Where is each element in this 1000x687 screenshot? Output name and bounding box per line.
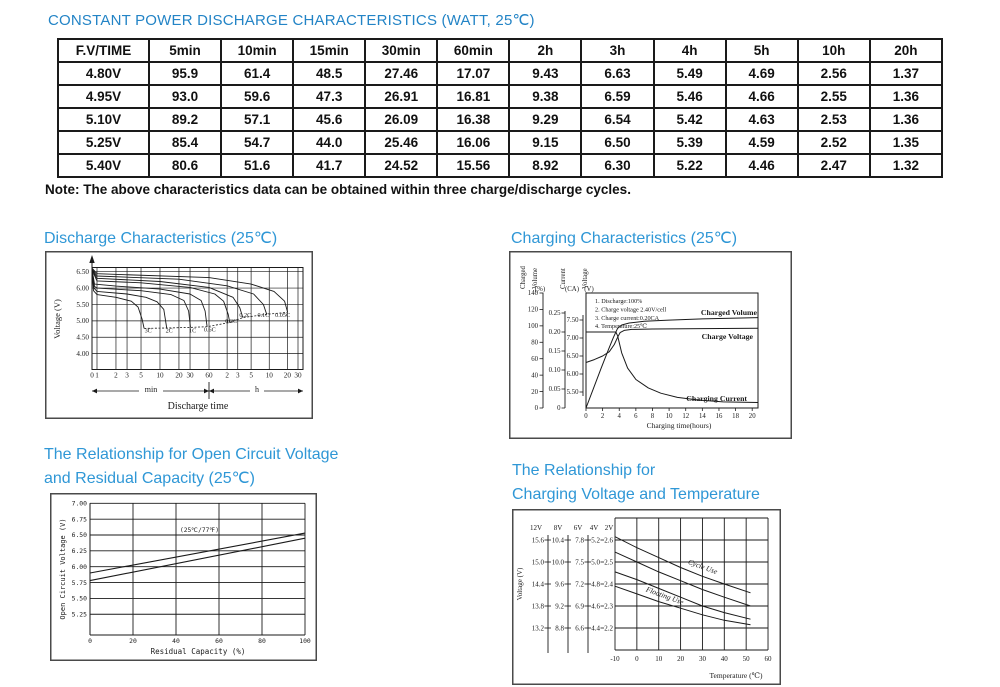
- table-cell: 16.81: [437, 85, 509, 108]
- curve-label: 2C: [165, 327, 173, 335]
- axis-name: Charged: [520, 266, 527, 289]
- y-axis-tick-label: 0.20: [548, 329, 561, 337]
- curve-label: 0.2C: [239, 311, 252, 319]
- y-axis-tick-label: 0.15: [548, 348, 561, 356]
- curve-label: Charge Voltage: [701, 332, 753, 341]
- table-cell: 9.43: [509, 62, 581, 85]
- scale-tick-label: 13.2: [531, 624, 544, 633]
- charging-chart-canvas: [509, 251, 792, 439]
- table-cell: 93.0: [149, 85, 221, 108]
- scale-header: 12V: [529, 524, 543, 532]
- x-axis-tick-label: 20: [677, 655, 685, 663]
- x-axis-tick-label: 3: [125, 371, 129, 380]
- curve-label: Charging Current: [686, 394, 747, 403]
- table-cell: 6.59: [581, 85, 653, 108]
- row-voltage-label: 5.10V: [58, 108, 149, 131]
- scale-tick-label: 14.4: [531, 580, 544, 589]
- scale-tick-label: 10.4: [551, 536, 564, 545]
- table-cell: 4.46: [726, 154, 798, 177]
- chart-annotation: 2. Charge voltage 2.40V/cell: [595, 306, 667, 314]
- discharge-chart: [45, 251, 313, 424]
- x-axis-tick-label: 60: [205, 371, 213, 380]
- curve-label: Charged Volume: [700, 308, 757, 317]
- axis-name: Voltage: [582, 268, 589, 289]
- table-cell: 1.35: [870, 131, 942, 154]
- y-axis-tick-label: 0.10: [548, 367, 561, 375]
- scale-tick-label: 6.9: [575, 602, 584, 611]
- table-cell: 48.5: [293, 62, 365, 85]
- x-axis-tick-label: 5: [139, 371, 143, 380]
- x-axis-tick-label: 10: [156, 371, 164, 380]
- y-axis-tick-label: 6.00: [71, 562, 87, 571]
- x-axis-tick-label: 18: [732, 413, 739, 420]
- chart-annotation: 3. Charge current:0.20CA: [595, 314, 660, 322]
- table-row: [58, 154, 942, 177]
- x-axis-tick-label: 8: [650, 413, 655, 420]
- x-axis-tick-label: 80: [258, 637, 266, 645]
- table-cell: 45.6: [293, 108, 365, 131]
- y-axis-tick-label: 5.25: [71, 610, 87, 619]
- y-axis-title: Voltage (V): [52, 299, 62, 339]
- scale-header: 6V: [573, 524, 583, 532]
- table-cell: 44.0: [293, 131, 365, 154]
- y-axis-tick-label: 6.50: [76, 268, 89, 276]
- table-cell: 2.55: [798, 85, 870, 108]
- table-col-header: 10h: [798, 39, 870, 62]
- scale-tick-label: 15.0: [531, 558, 544, 567]
- table-cell: 1.36: [870, 108, 942, 131]
- scale-tick-label: 2.2: [604, 624, 613, 633]
- table-cell: 5.49: [654, 62, 726, 85]
- x-axis-tick-label: 60: [215, 637, 223, 645]
- x-axis-tick-label: 10: [655, 655, 663, 663]
- table-cell: 85.4: [149, 131, 221, 154]
- x-axis-tick-label: 20: [175, 371, 183, 380]
- y-axis-tick-label: 5.50: [76, 300, 89, 309]
- curve-label: 1C: [189, 327, 197, 335]
- table-col-header: 10min: [221, 39, 293, 62]
- table-row: [58, 85, 942, 108]
- table-col-header: 20h: [870, 39, 942, 62]
- scale-header: 8V: [553, 524, 563, 532]
- table-cell: 5.46: [654, 85, 726, 108]
- table-corner-header: F.V/TIME: [58, 39, 149, 62]
- table-cell: 47.3: [293, 85, 365, 108]
- table-cell: 89.2: [149, 108, 221, 131]
- table-cell: 24.52: [365, 154, 437, 177]
- table-col-header: 15min: [293, 39, 365, 62]
- table-col-header: 5h: [726, 39, 798, 62]
- table-cell: 95.9: [149, 62, 221, 85]
- x-axis-title: Discharge time: [167, 401, 229, 412]
- table-cell: 1.36: [870, 85, 942, 108]
- table-cell: 1.32: [870, 154, 942, 177]
- table-cell: 51.6: [221, 154, 293, 177]
- scale-tick-label: 8.8: [555, 624, 564, 633]
- table-body: [58, 62, 942, 177]
- x-axis-tick-label: 2: [114, 371, 118, 380]
- x-axis-title: Charging time(hours): [646, 421, 712, 430]
- table-cell: 59.6: [221, 85, 293, 108]
- x-axis-tick-label: 2: [225, 371, 229, 380]
- axis-name: Volume: [532, 267, 539, 289]
- y-axis-tick-label: 5.75: [71, 578, 87, 587]
- table-cell: 2.47: [798, 154, 870, 177]
- table-cell: 25.46: [365, 131, 437, 154]
- x-axis-tick-label: 30: [186, 371, 194, 380]
- table-cell: 6.54: [581, 108, 653, 131]
- table-cell: 61.4: [221, 62, 293, 85]
- ocv-chart: [50, 493, 317, 666]
- y-axis-tick-label: 6.50: [566, 353, 579, 361]
- x-axis-tick-label: 4: [617, 413, 621, 420]
- x-axis-tick-label: 60: [764, 655, 772, 663]
- x-axis-tick-label: 0: [90, 371, 94, 380]
- ocv-title-line2: and Residual Capacity (25℃): [44, 470, 255, 487]
- x-axis-tick-label: 50: [742, 655, 750, 663]
- scale-tick-label: 7.2: [575, 580, 584, 589]
- table-cell: 4.69: [726, 62, 798, 85]
- table-note: Note: The above characteristics data can be obtained within three charge/discharge cycles.: [45, 182, 631, 197]
- y-axis-tick-label: 5.00: [76, 317, 89, 326]
- x-axis-tick-label: 30: [294, 371, 302, 380]
- scale-tick-label: 9.2: [555, 602, 564, 611]
- y-axis-tick-label: 7.00: [566, 335, 579, 343]
- x-axis-tick-label: 6: [634, 413, 638, 420]
- y-axis-tick-label: 0.25: [548, 310, 561, 318]
- table-col-header: 3h: [581, 39, 653, 62]
- y-axis-title: Open Circuit Voltage (V): [59, 518, 67, 620]
- x-axis-title: Temperature (℃): [709, 671, 763, 680]
- x-axis-tick-label: 0: [584, 413, 588, 420]
- y-axis-tick-label: 60: [531, 355, 538, 363]
- ocv-title-line1: The Relationship for Open Circuit Voltage: [44, 446, 339, 463]
- y-axis-tick-label: 80: [531, 339, 538, 347]
- constant-power-table: [57, 38, 943, 178]
- table-cell: 1.37: [870, 62, 942, 85]
- table-cell: 6.30: [581, 154, 653, 177]
- x-unit-label: min: [144, 385, 158, 394]
- table-cell: 5.22: [654, 154, 726, 177]
- page-title: CONSTANT POWER DISCHARGE CHARACTERISTICS (WATT, 25℃): [48, 12, 535, 29]
- charge-temp-chart-canvas: [512, 509, 781, 685]
- table-cell: 41.7: [293, 154, 365, 177]
- ocv-section-title: [44, 443, 338, 491]
- ocv-chart-canvas: [50, 493, 317, 661]
- x-axis-tick-label: 30: [698, 655, 706, 663]
- table-cell: 9.15: [509, 131, 581, 154]
- scale-tick-label: 10.0: [551, 558, 564, 567]
- y-axis-tick-label: 6.00: [76, 284, 89, 293]
- charge-temp-title-line1: The Relationship for: [512, 462, 656, 479]
- charging-section-title: Charging Characteristics (25℃): [511, 230, 738, 247]
- table-row: [58, 108, 942, 131]
- y-axis-tick-label: 20: [531, 388, 538, 396]
- table-header-row: [58, 39, 942, 62]
- x-axis-tick-label: 40: [172, 637, 180, 645]
- y-axis-tick-label: 5.50: [71, 594, 87, 603]
- table-cell: 2.52: [798, 131, 870, 154]
- scale-tick-label: 9.6: [555, 580, 564, 589]
- table-cell: 16.06: [437, 131, 509, 154]
- charging-chart: [509, 251, 792, 444]
- x-axis-tick-label: 16: [715, 413, 723, 420]
- row-voltage-label: 4.80V: [58, 62, 149, 85]
- scale-tick-label: 2.6: [604, 536, 613, 545]
- x-axis-tick-label: 40: [720, 655, 728, 663]
- table-cell: 26.91: [365, 85, 437, 108]
- table-cell: 17.07: [437, 62, 509, 85]
- axis-unit: (%): [534, 286, 546, 293]
- scale-tick-label: 13.8: [531, 602, 544, 611]
- table-cell: 26.09: [365, 108, 437, 131]
- row-voltage-label: 4.95V: [58, 85, 149, 108]
- charge-temp-chart: [512, 509, 781, 687]
- x-axis-tick-label: 1: [95, 371, 99, 380]
- table-cell: 80.6: [149, 154, 221, 177]
- table-cell: 27.46: [365, 62, 437, 85]
- row-voltage-label: 5.40V: [58, 154, 149, 177]
- y-axis-tick-label: 6.00: [566, 371, 579, 379]
- table-cell: 2.56: [798, 62, 870, 85]
- table-cell: 6.63: [581, 62, 653, 85]
- y-axis-tick-label: 0: [534, 405, 538, 413]
- x-axis-tick-label: 20: [283, 371, 291, 380]
- x-axis-tick-label: 10: [665, 413, 673, 420]
- table-cell: 2.53: [798, 108, 870, 131]
- x-axis-tick-label: 20: [748, 413, 756, 420]
- curve-label: 0.1C: [257, 311, 270, 319]
- scale-header: 4V: [589, 524, 599, 532]
- band-label: Floating Use: [644, 584, 685, 607]
- table-col-header: 5min: [149, 39, 221, 62]
- x-axis-tick-label: 0: [88, 637, 92, 645]
- y-axis-tick-label: 6.25: [71, 547, 87, 556]
- table-cell: 5.39: [654, 131, 726, 154]
- y-axis-tick-label: 120: [527, 306, 538, 314]
- axis-name: Current: [560, 268, 567, 289]
- y-axis-tick-label: 6.50: [71, 531, 87, 540]
- table-col-header: 2h: [509, 39, 581, 62]
- scale-tick-label: 4.4: [591, 624, 600, 633]
- y-axis-tick-label: 0.05: [548, 386, 561, 394]
- charge-temp-title-line2: Charging Voltage and Temperature: [512, 486, 760, 503]
- charge-temp-section-title: [512, 459, 760, 507]
- y-axis-tick-label: 140: [527, 290, 538, 298]
- table-cell: 4.66: [726, 85, 798, 108]
- table-col-header: 60min: [437, 39, 509, 62]
- y-axis-tick-label: 7.50: [566, 317, 579, 325]
- y-axis-tick-label: 5.50: [566, 389, 579, 397]
- x-axis-tick-label: 10: [265, 371, 273, 380]
- chart-annotation: (25℃/77℉): [180, 527, 219, 534]
- scale-tick-label: 7.8: [575, 536, 584, 545]
- y-axis-tick-label: 40: [531, 372, 538, 380]
- x-unit-label: h: [255, 385, 259, 394]
- x-axis-tick-label: -10: [610, 655, 620, 663]
- discharge-chart-canvas: [45, 251, 313, 419]
- table-cell: 54.7: [221, 131, 293, 154]
- x-axis-tick-label: 0: [635, 655, 639, 663]
- y-axis-tick-label: 0: [557, 405, 561, 413]
- chart-annotation: 4. Temperature:25℃: [595, 323, 648, 331]
- x-axis-tick-label: 14: [698, 413, 706, 420]
- table-cell: 57.1: [221, 108, 293, 131]
- scale-tick-label: 15.6: [531, 536, 544, 545]
- table-cell: 16.38: [437, 108, 509, 131]
- curve-label: 3C: [144, 327, 152, 335]
- table-cell: 8.92: [509, 154, 581, 177]
- table-cell: 15.56: [437, 154, 509, 177]
- scale-tick-label: 4.8: [591, 580, 600, 589]
- curve-label: 0.05C: [275, 311, 291, 319]
- scale-tick-label: 5.0: [591, 558, 600, 567]
- table-col-header: 4h: [654, 39, 726, 62]
- scale-tick-label: 2.3: [604, 602, 613, 611]
- x-axis-tick-label: 2: [600, 413, 605, 420]
- y-axis-tick-label: 6.75: [71, 515, 87, 524]
- y-axis-tick-label: 7.00: [71, 499, 87, 508]
- table-cell: 9.29: [509, 108, 581, 131]
- x-axis-tick-label: 12: [682, 413, 690, 420]
- row-voltage-label: 5.25V: [58, 131, 149, 154]
- axis-unit: (V): [584, 286, 594, 293]
- scale-tick-label: 7.5: [575, 558, 584, 567]
- y-axis-tick-label: 4.00: [76, 349, 89, 358]
- table-cell: 5.42: [654, 108, 726, 131]
- table-cell: 9.38: [509, 85, 581, 108]
- axis-unit: (CA): [565, 286, 579, 293]
- table-cell: 6.50: [581, 131, 653, 154]
- x-axis-tick-label: 20: [129, 637, 137, 645]
- scale-tick-label: 2.4: [604, 580, 613, 589]
- scale-tick-label: 4.6: [591, 602, 600, 611]
- curve-label: 0.3C: [225, 318, 238, 326]
- y-axis-tick-label: 100: [527, 323, 538, 331]
- x-axis-tick-label: 100: [299, 637, 311, 645]
- scale-header: 2V: [604, 524, 614, 532]
- band-label: Cycle Use: [686, 557, 719, 577]
- chart-annotation: 1. Discharge:100%: [595, 298, 643, 305]
- x-axis-tick-label: 3: [235, 371, 240, 380]
- x-axis-tick-label: 5: [249, 371, 253, 380]
- y-axis-title: Voltage (V): [516, 567, 524, 601]
- scale-tick-label: 2.5: [604, 558, 613, 567]
- table-cell: 4.63: [726, 108, 798, 131]
- table-row: [58, 62, 942, 85]
- table-col-header: 30min: [365, 39, 437, 62]
- y-axis-tick-label: 4.50: [76, 333, 89, 342]
- scale-tick-label: 6.6: [575, 624, 584, 633]
- table-cell: 4.59: [726, 131, 798, 154]
- table-row: [58, 131, 942, 154]
- scale-tick-label: 5.2: [591, 536, 600, 545]
- discharge-section-title: Discharge Characteristics (25℃): [44, 230, 278, 247]
- x-axis-title: Residual Capacity (%): [150, 647, 246, 656]
- curve-label: 0.6C: [203, 326, 216, 334]
